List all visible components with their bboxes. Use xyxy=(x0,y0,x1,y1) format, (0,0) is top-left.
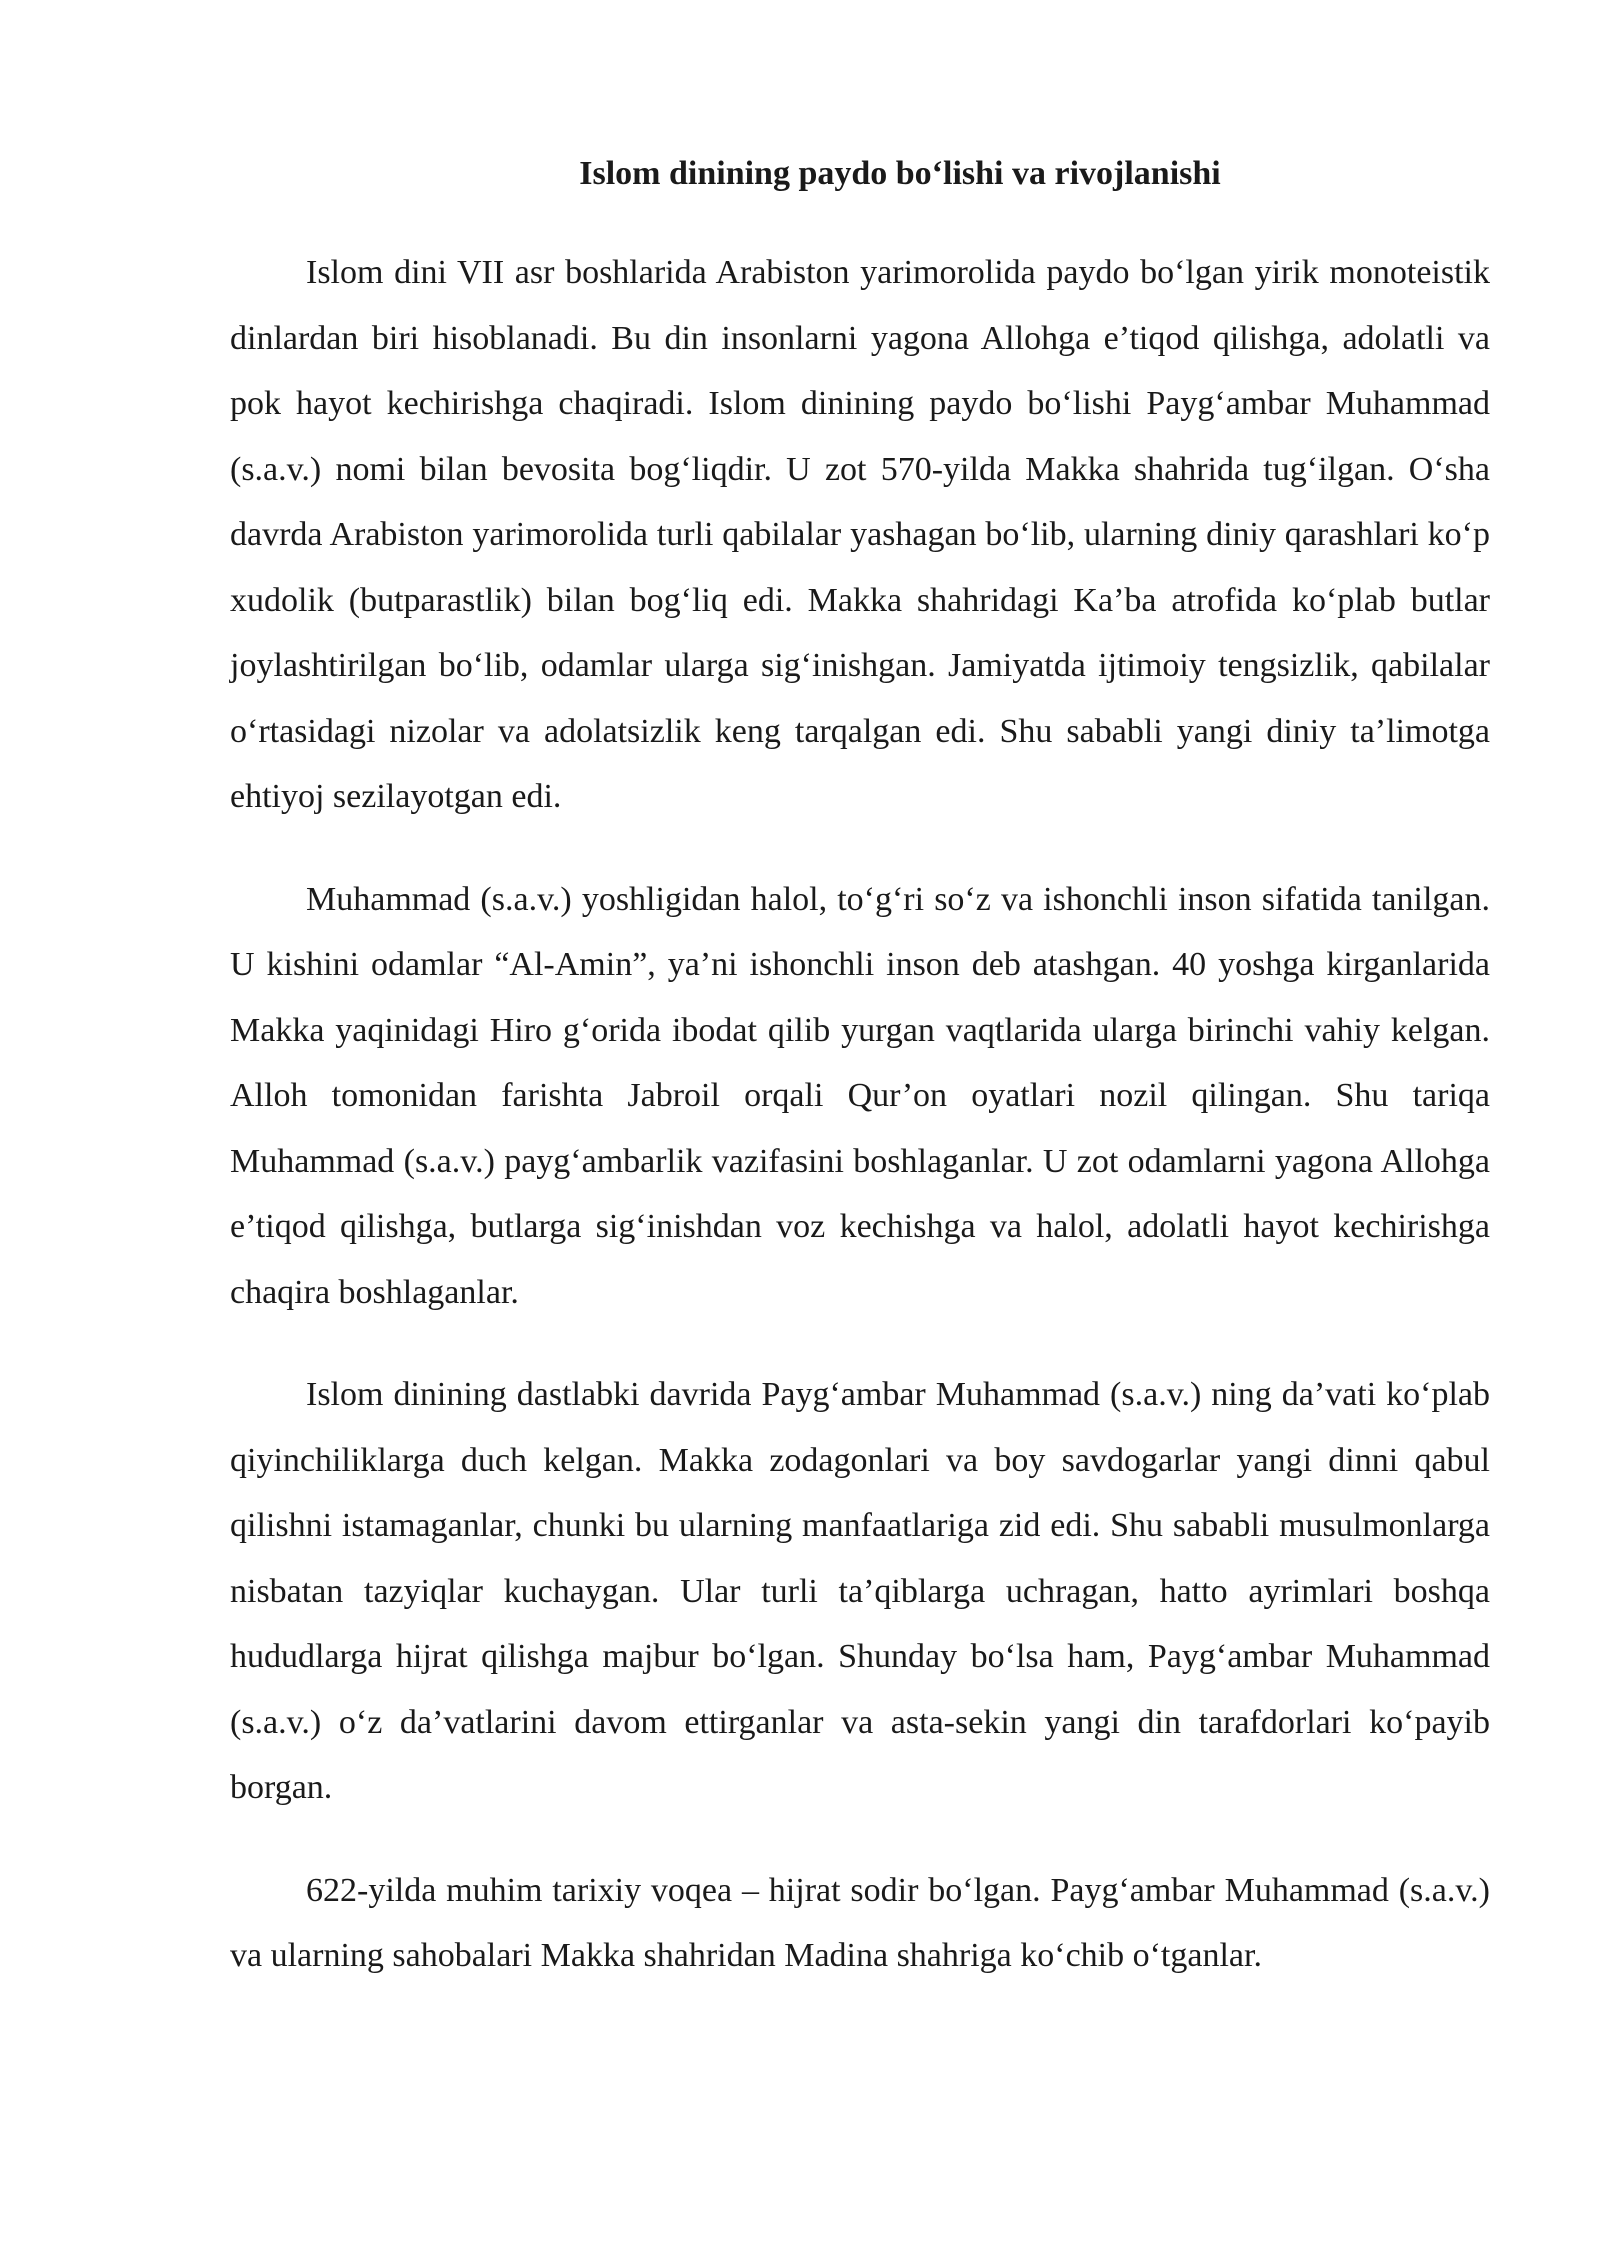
paragraph-1: Islom dini VII asr boshlarida Arabiston yarimorolida paydo bo‘lgan yirik monoteistik dinlardan biri hisoblanadi. Bu din insonlarni yagona Allohga e’tiqod qilishga, adolatli va pok hayot kechirishga chaqiradi. Islom dinining paydo bo‘lishi Payg‘ambar Muhammad (s.a.v.) nomi bilan bevosita bog‘liqdir. U zot 570-yilda Makka shahrida tug‘ilgan. O‘sha davrda Arabiston yarimorolida turli qabilalar yashagan bo‘lib, ularning diniy qarashlari ko‘p xudolik (butparastlik) bilan bog‘liq edi. Makka shahridagi Ka’ba atrofida ko‘plab butlar joylashtirilgan bo‘lib, odamlar ularga sig‘inishgan. Jamiyatda ijtimoiy tengsizlik, qabilalar o‘rtasidagi nizolar va adolatsizlik keng tarqalgan edi. Shu sababli yangi diniy ta’limotga ehtiyoj sezilayotgan edi. xyxy=(230,254,1490,815)
paragraph-2: Muhammad (s.a.v.) yoshligidan halol, to‘g‘ri so‘z va ishonchli inson sifatida tanilgan. U kishini odamlar “Al-Amin”, ya’ni ishonchli inson deb atashgan. 40 yoshga kirganlarida Makka yaqinidagi Hiro g‘orida ibodat qilib yurgan vaqtlarida ularga birinchi vahiy kelgan. Alloh tomonidan farishta Jabroil orqali Qur’on oyatlari nozil qilingan. Shu tariqa Muhammad (s.a.v.) payg‘ambarlik vazifasini boshlaganlar. U zot odamlarni yagona Allohga e’tiqod qilishga, butlarga sig‘inishdan voz kechishga va halol, adolatli hayot kechirishga chaqira boshlaganlar. xyxy=(230,880,1490,1311)
paragraph-4: 622-yilda muhim tarixiy voqea – hijrat sodir bo‘lgan. Payg‘ambar Muhammad (s.a.v.) va ularning sahobalari Makka shahridan Madina shahriga ko‘chib o‘tganlar. xyxy=(230,1871,1490,1974)
document-title: Islom dinining paydo bo‘lishi va rivojlanishi xyxy=(579,155,1221,192)
document-body xyxy=(230,150,1490,1989)
paragraph-3: Islom dinining dastlabki davrida Payg‘ambar Muhammad (s.a.v.) ning da’vati ko‘plab qiyinchiliklarga duch kelgan. Makka zodagonlari va boy savdogarlar yangi dinni qabul qilishni istamaganlar, chunki bu ularning manfaatlariga zid edi. Shu sababli musulmonlarga nisbatan tazyiqlar kuchaygan. Ular turli ta’qiblarga uchragan, hatto ayrimlari boshqa hududlarga hijrat qilishga majbur bo‘lgan. Shunday bo‘lsa ham, Payg‘ambar Muhammad (s.a.v.) o‘z da’vatlarini davom ettirganlar va asta-sekin yangi din tarafdorlari ko‘payib borgan. xyxy=(230,1376,1490,1806)
